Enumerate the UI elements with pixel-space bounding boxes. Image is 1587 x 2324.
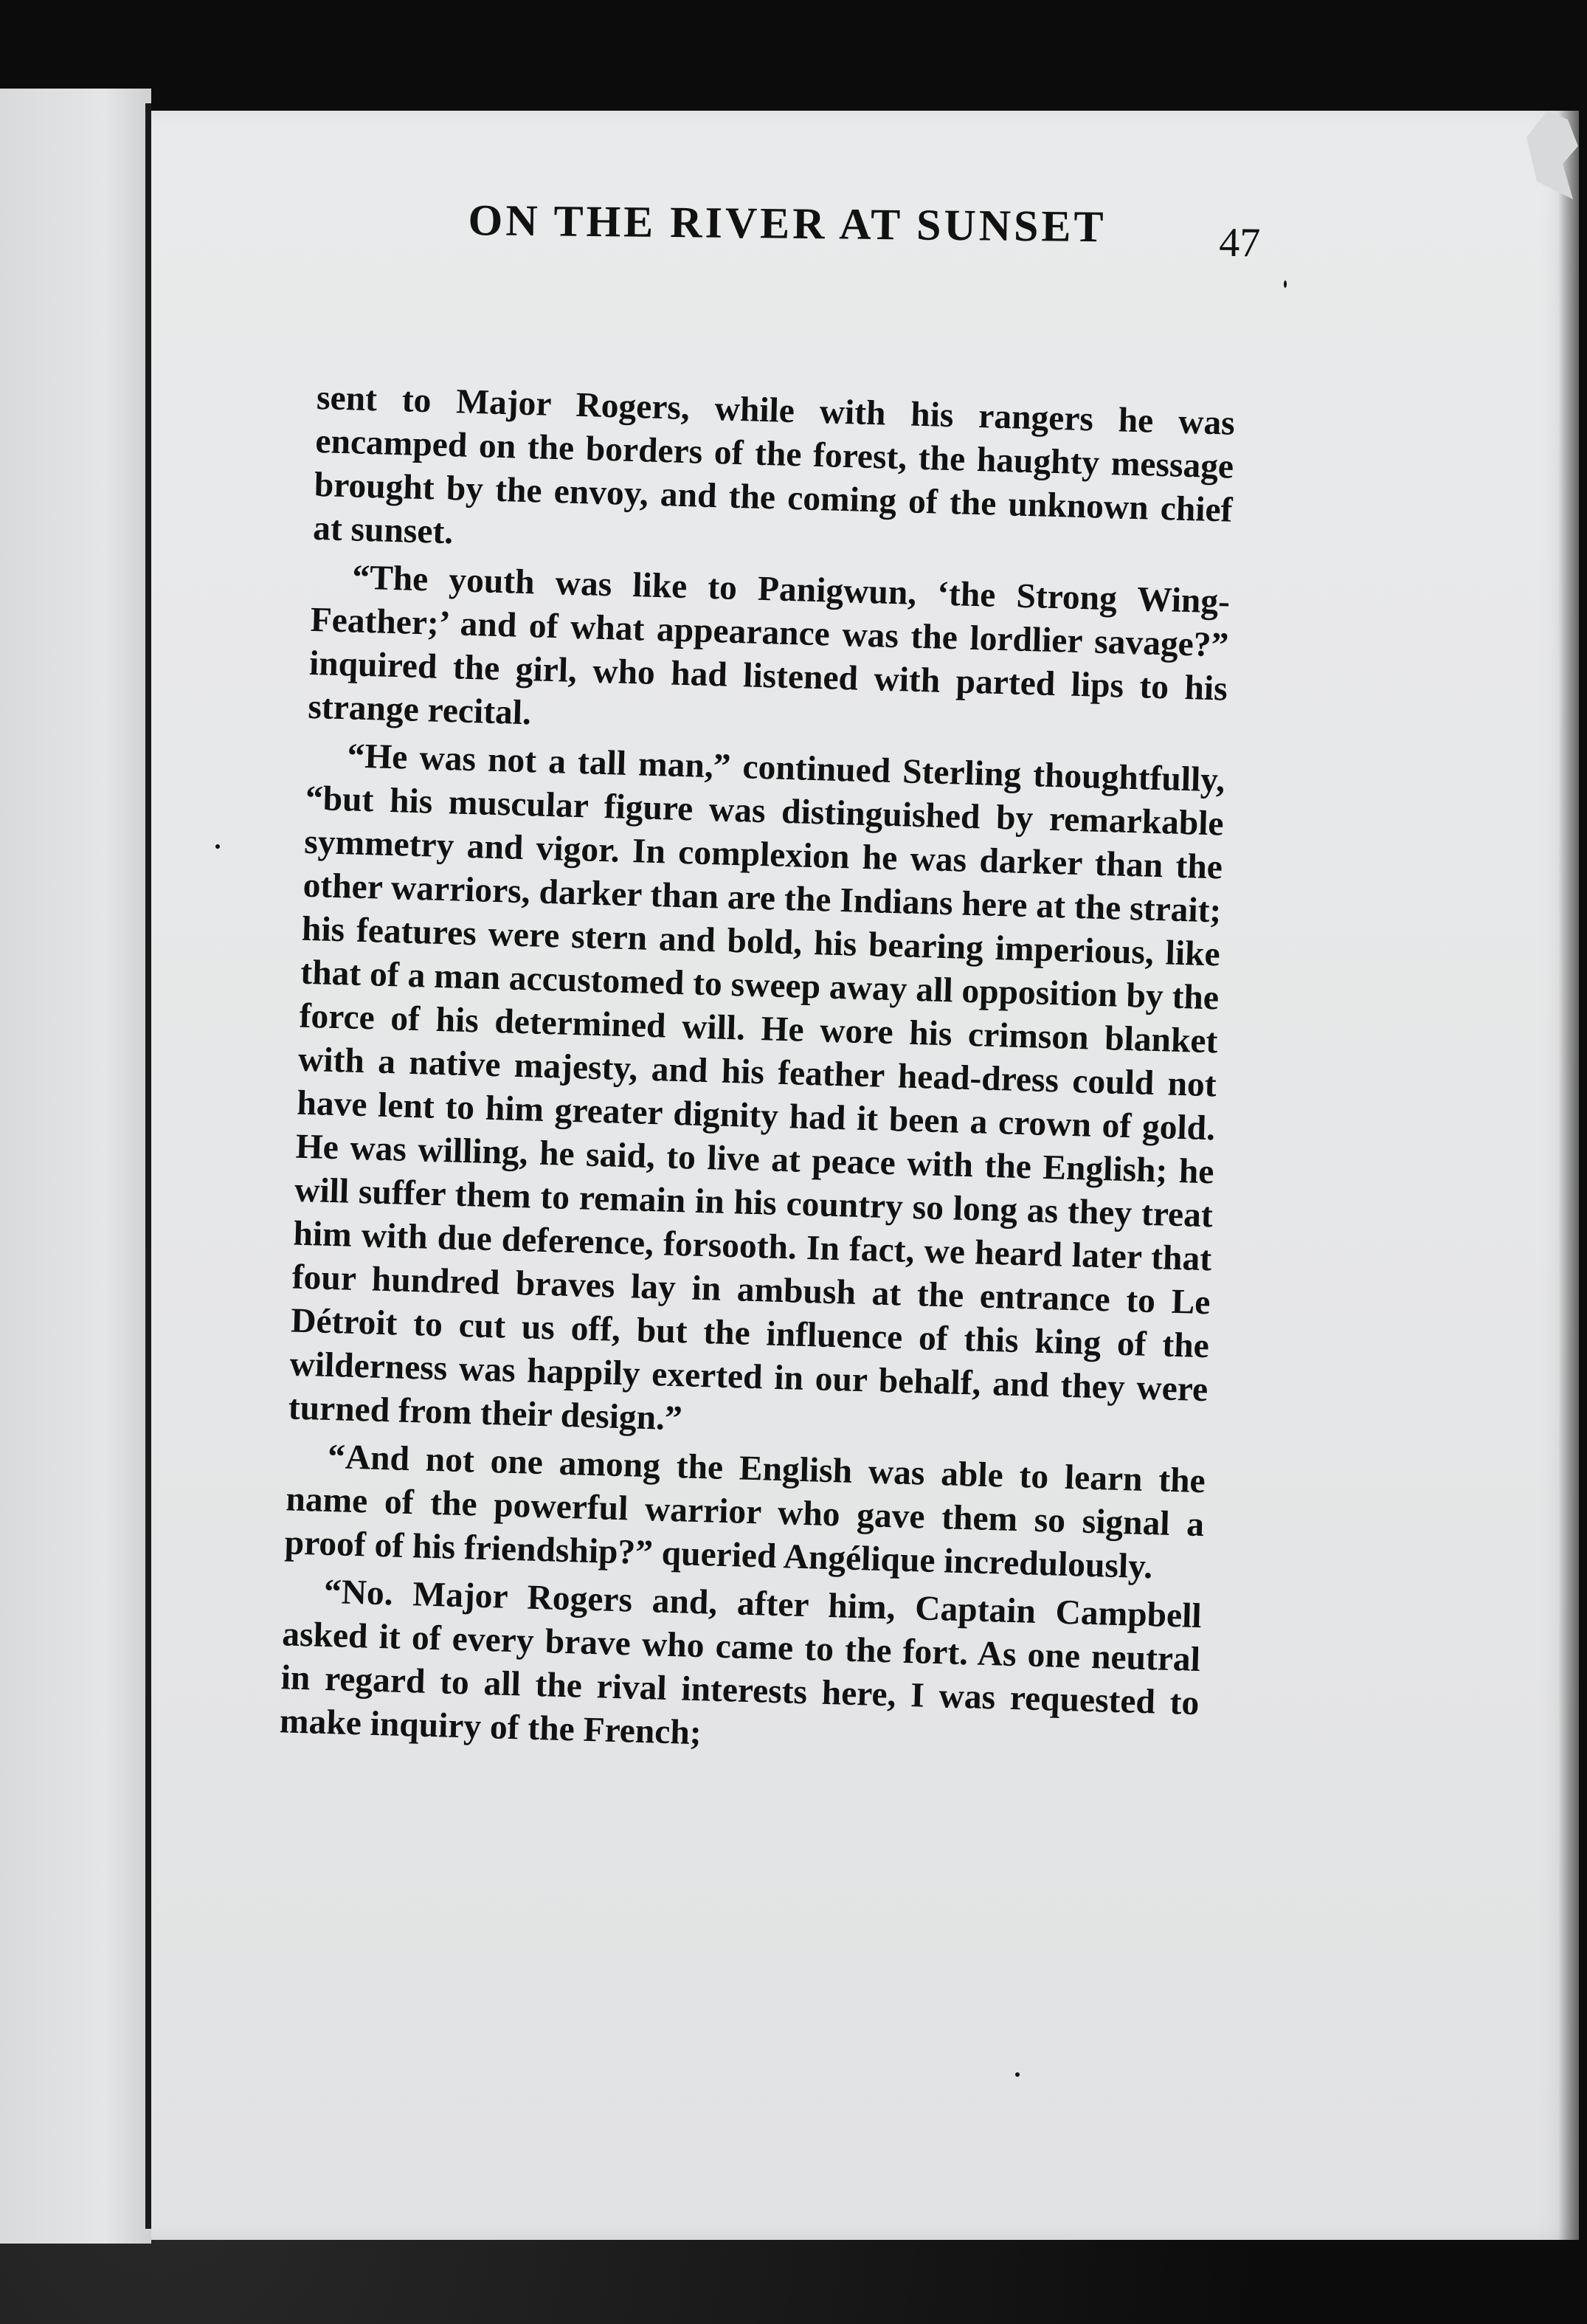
page-body bbox=[269, 376, 1235, 2114]
running-title: ON THE RIVER AT SUNSET bbox=[468, 196, 1107, 252]
page-shadow-edge bbox=[1558, 111, 1579, 2240]
paragraph-5: “No. Major Rogers and, after him, Captain Campbell asked it of every brave who came to the fort. As one neutral in regard to all the rival interests here, I was requested to make inquiry of the French; bbox=[279, 1572, 1203, 1753]
paragraph-3: “He was not a tall man,” continued Sterling thoughtfully, “but his muscular figure was distinguished by remarkable symmetry and vigor. In complexion he was darker than the other warriors, darker than are the Indians here at the strait; his features were stern and bold, his bearing imperious, like that of a man accustomed to sweep away all opposition by the force of his determined will. He wore his crimson blanket with a native majesty, and his feather head-dress could not have lent to him greater dignity had it been a crown of gold. He was willing, he said, to live at peace with the English; he will suffer them to remain in his country so long as they treat him with due deference, forsooth. In fact, we heard later that four hundred braves lay in ambush at the entrance to Le Détroit to cut us off, but the influence of this king of the wilderness was happily exerted in our behalf, and they were turned from their design.” bbox=[288, 737, 1225, 1438]
dust-speck bbox=[1015, 2072, 1020, 2077]
paragraph-4: “And not one among the English was able to learn the name of the powerful warrior who gave them so signal a proof of his friendship?” queried Angélique incredulously. bbox=[284, 1437, 1206, 1587]
dust-speck bbox=[215, 844, 220, 849]
facing-page-edge bbox=[0, 89, 151, 2244]
book-spine bbox=[145, 103, 151, 2229]
paragraph-1: sent to Major Rogers, while with his rangers he was encamped on the borders of the forest, the haughty message brought by the envoy, and the coming of the unknown chief at sunset. bbox=[312, 378, 1236, 552]
paragraph-2: “The youth was like to Panigwun, ‘the Strong Wing-Feather;’ and of what appearance was the lordlier savage?” inquired the girl, who had listened with parted lips to his strange recital. bbox=[307, 558, 1231, 733]
page-header bbox=[317, 193, 1269, 270]
dust-speck bbox=[1284, 280, 1287, 288]
page-number: 47 bbox=[1219, 219, 1261, 266]
